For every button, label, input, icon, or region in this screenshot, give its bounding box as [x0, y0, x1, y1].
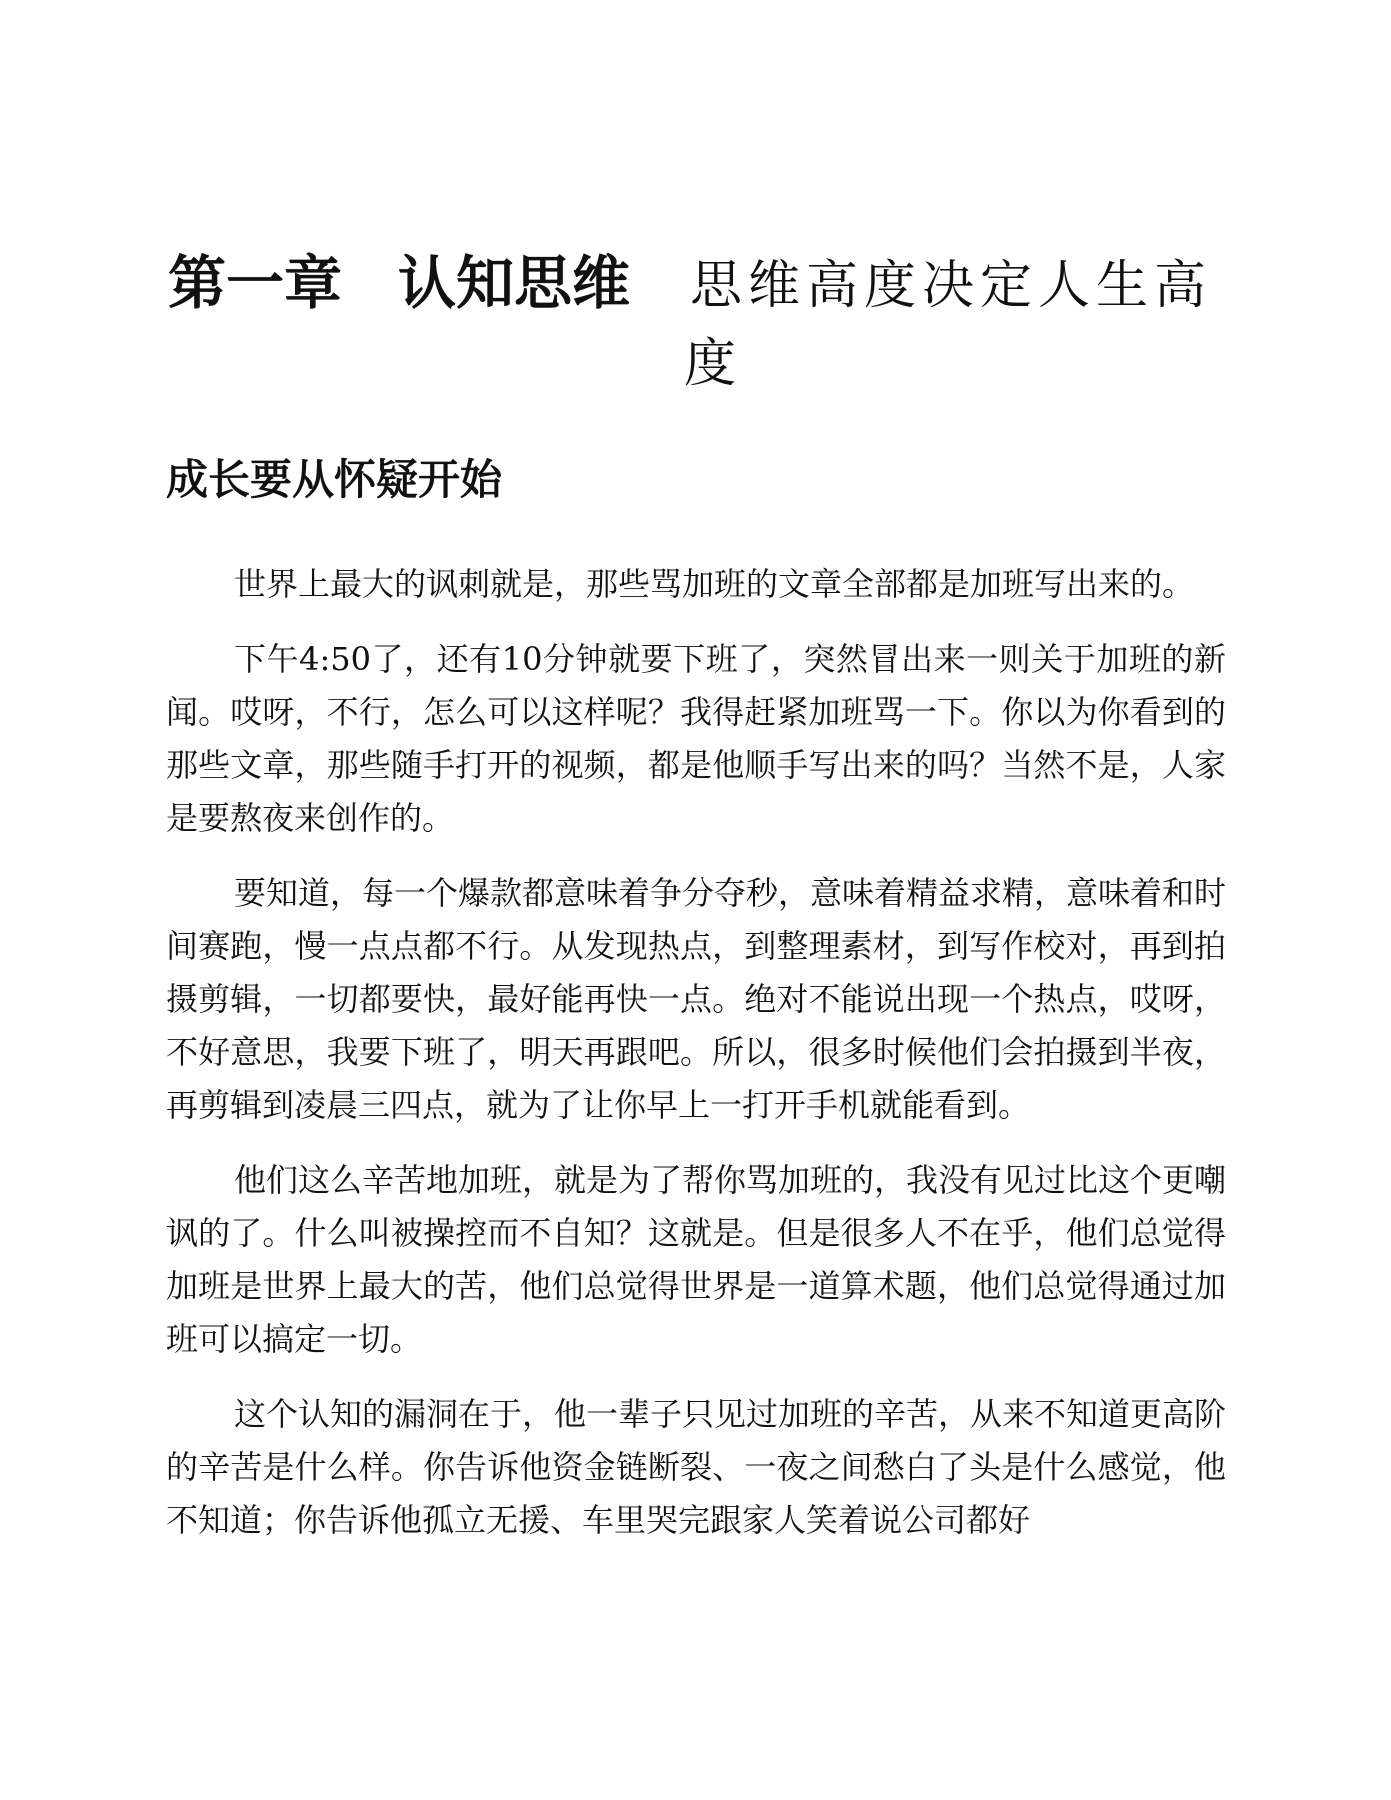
body-text	[166, 558, 1226, 1569]
chapter-subtitle-continuation: 度	[683, 334, 736, 394]
chapter-heading	[160, 250, 1220, 397]
section-title: 成长要从怀疑开始	[166, 455, 503, 504]
paragraph: 下午4:50了，还有10分钟就要下班了，突然冒出来一则关于加班的新闻。哎呀，不行，怎么可以这样呢？我得赶紧加班骂一下。你以为你看到的那些文章，那些随手打开的视频，都是他顺手写出来的吗？当然不是，人家是要熬夜来创作的。	[166, 640, 1226, 837]
chapter-subtitle: 思维高度决定人生高	[690, 256, 1213, 316]
chapter-name: 认知思维	[397, 249, 630, 317]
paragraph: 世界上最大的讽刺就是，那些骂加班的文章全部都是加班写出来的。	[234, 565, 1195, 603]
chapter-heading-line	[160, 250, 1220, 331]
paragraph: 这个认知的漏洞在于，他一辈子只见过加班的辛苦，从来不知道更高阶的辛苦是什么样。你告诉他资金链断裂、一夜之间愁白了头是什么感觉，他不知道；你告诉他孤立无援、车里哭完跟家人笑着说公司都好	[166, 1395, 1227, 1539]
paragraph: 他们这么辛苦地加班，就是为了帮你骂加班的，我没有见过比这个更嘲讽的了。什么叫被操控而不自知？这就是。但是很多人不在乎，他们总觉得加班是世界上最大的苦，他们总觉得世界是一道算术题，他们总觉得通过加班可以搞定一切。	[166, 1161, 1227, 1358]
chapter-number: 第一章	[167, 249, 342, 317]
paragraph: 要知道，每一个爆款都意味着争分夺秒，意味着精益求精，意味着和时间赛跑，慢一点点都不行。从发现热点，到整理素材，到写作校对，再到拍摄剪辑，一切都要快，最好能再快一点。绝对不能说出现一个热点，哎呀，不好意思，我要下班了，明天再跟吧。所以，很多时候他们会拍摄到半夜，再剪辑到凌晨三四点，就为了让你早上一打开手机就能看到。	[166, 874, 1227, 1124]
